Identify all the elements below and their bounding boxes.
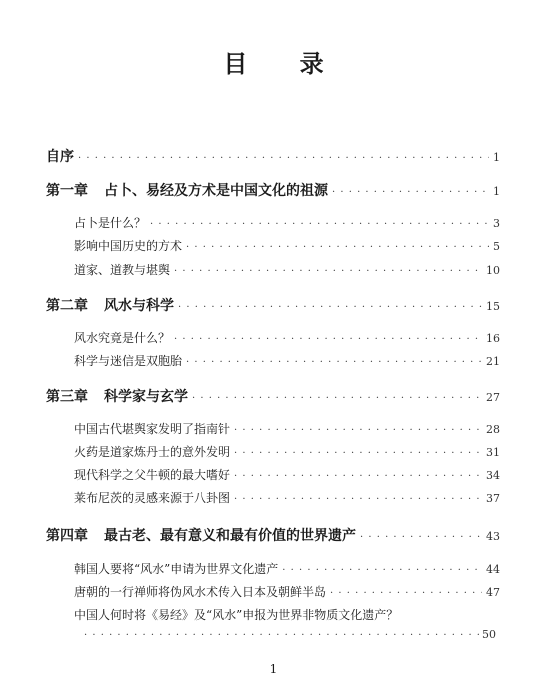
- leader-dots: [174, 334, 482, 345]
- section-title: 韩国人要将“风水”申请为世界文化遗产: [74, 562, 279, 576]
- section-title: 科学与迷信是双胞胎: [74, 354, 183, 368]
- section-title: 莱布尼茨的灵感来源于八卦图: [74, 491, 231, 505]
- leader-dots: [282, 565, 482, 576]
- section-title: 中国人何时将《易经》及“风水”申报为世界非物质文化遗产？: [74, 608, 399, 622]
- chapter-number: 第二章: [46, 298, 88, 314]
- leader-dots: [192, 393, 482, 404]
- leader-dots: [234, 425, 482, 436]
- toc-page-number: 1: [493, 151, 500, 164]
- chapter-number: 第一章: [46, 183, 88, 199]
- toc-entry-section[interactable]: [74, 583, 500, 600]
- toc-entry-chapter-4[interactable]: [46, 525, 500, 545]
- toc-entry-section[interactable]: [74, 237, 500, 254]
- section-title: 影响中国历史的方术: [74, 239, 183, 253]
- toc-entry-title: [46, 386, 188, 406]
- leader-dots: [186, 357, 482, 368]
- leader-dots: [78, 153, 489, 164]
- section-title: 唐朝的一行禅师将伪风水术传入日本及朝鲜半岛: [74, 585, 327, 599]
- section-title: 火药是道家炼丹士的意外发明: [74, 445, 231, 459]
- toc-page-number: 15: [486, 300, 500, 313]
- section-title: 道家、道教与堪舆: [74, 263, 171, 277]
- toc-page-number: 27: [486, 391, 500, 404]
- toc-entry-chapter-1[interactable]: [46, 180, 500, 200]
- toc-page-number: 1: [493, 185, 500, 198]
- toc-page-number: 47: [486, 586, 500, 599]
- toc-entry-section[interactable]: [74, 560, 500, 577]
- toc-entry-chapter-2[interactable]: [46, 295, 500, 315]
- toc-page-number: 5: [493, 240, 500, 253]
- toc-entry-section[interactable]: [74, 489, 500, 506]
- toc-entry-section[interactable]: [74, 420, 500, 437]
- leader-dots: [234, 448, 482, 459]
- toc-entry-section-multiline[interactable]: [74, 606, 500, 623]
- leader-dots: [84, 630, 479, 641]
- toc-entry-title: 自序: [46, 149, 74, 165]
- leader-dots: [174, 266, 482, 277]
- toc-entry-section[interactable]: [74, 214, 500, 231]
- leader-dots: [178, 302, 482, 313]
- toc-entry-preface[interactable]: [46, 146, 500, 166]
- page-title: 目 录: [223, 49, 346, 78]
- toc-entry-section[interactable]: [74, 352, 500, 369]
- chapter-number: 第四章: [46, 528, 88, 544]
- toc-entry-section[interactable]: [74, 261, 500, 278]
- toc-page-number: 3: [493, 217, 500, 230]
- section-title: 中国古代堪舆家发明了指南针: [74, 422, 231, 436]
- chapter-number: 第三章: [46, 389, 88, 405]
- toc-entry-section[interactable]: [74, 466, 500, 483]
- toc-entry-title: [46, 295, 174, 315]
- toc-page-number: 31: [486, 446, 500, 459]
- leader-dots: [330, 588, 482, 599]
- leader-dots: [234, 471, 482, 482]
- toc-page-number-row: [482, 628, 496, 641]
- toc-entry-section[interactable]: [74, 329, 500, 346]
- toc-page-number: 37: [486, 492, 500, 505]
- chapter-title: 占卜、易经及方术是中国文化的祖源: [104, 183, 328, 199]
- toc-entry-title: [46, 525, 356, 545]
- toc-entry-chapter-3[interactable]: [46, 386, 500, 406]
- toc-page-number: 16: [486, 332, 500, 345]
- toc-page-number: 44: [486, 563, 500, 576]
- chapter-title: 最古老、最有意义和最有价值的世界遗产: [104, 528, 356, 544]
- leader-dots: [150, 219, 489, 230]
- toc-entry-title: [46, 180, 328, 200]
- leader-dots: [360, 532, 482, 543]
- chapter-title: 风水与科学: [104, 298, 174, 314]
- toc-entry-section[interactable]: [74, 443, 500, 460]
- toc-page-number: 28: [486, 423, 500, 436]
- leader-dots: [186, 242, 489, 253]
- page-footer-number: 1: [269, 662, 278, 676]
- leader-dots: [234, 494, 482, 505]
- section-title: 现代科学之父牛顿的最大嗜好: [74, 468, 231, 482]
- section-title: 风水究竟是什么？: [74, 331, 171, 345]
- toc-page-number: 43: [486, 530, 500, 543]
- toc-page-number: 34: [486, 469, 500, 482]
- toc-page-number: 10: [486, 264, 500, 277]
- toc-page-number: 50: [482, 628, 496, 641]
- toc-page-number: 21: [486, 355, 500, 368]
- leader-dots: [332, 187, 489, 198]
- chapter-title: 科学家与玄学: [104, 389, 188, 405]
- section-title: 占卜是什么？: [74, 216, 147, 230]
